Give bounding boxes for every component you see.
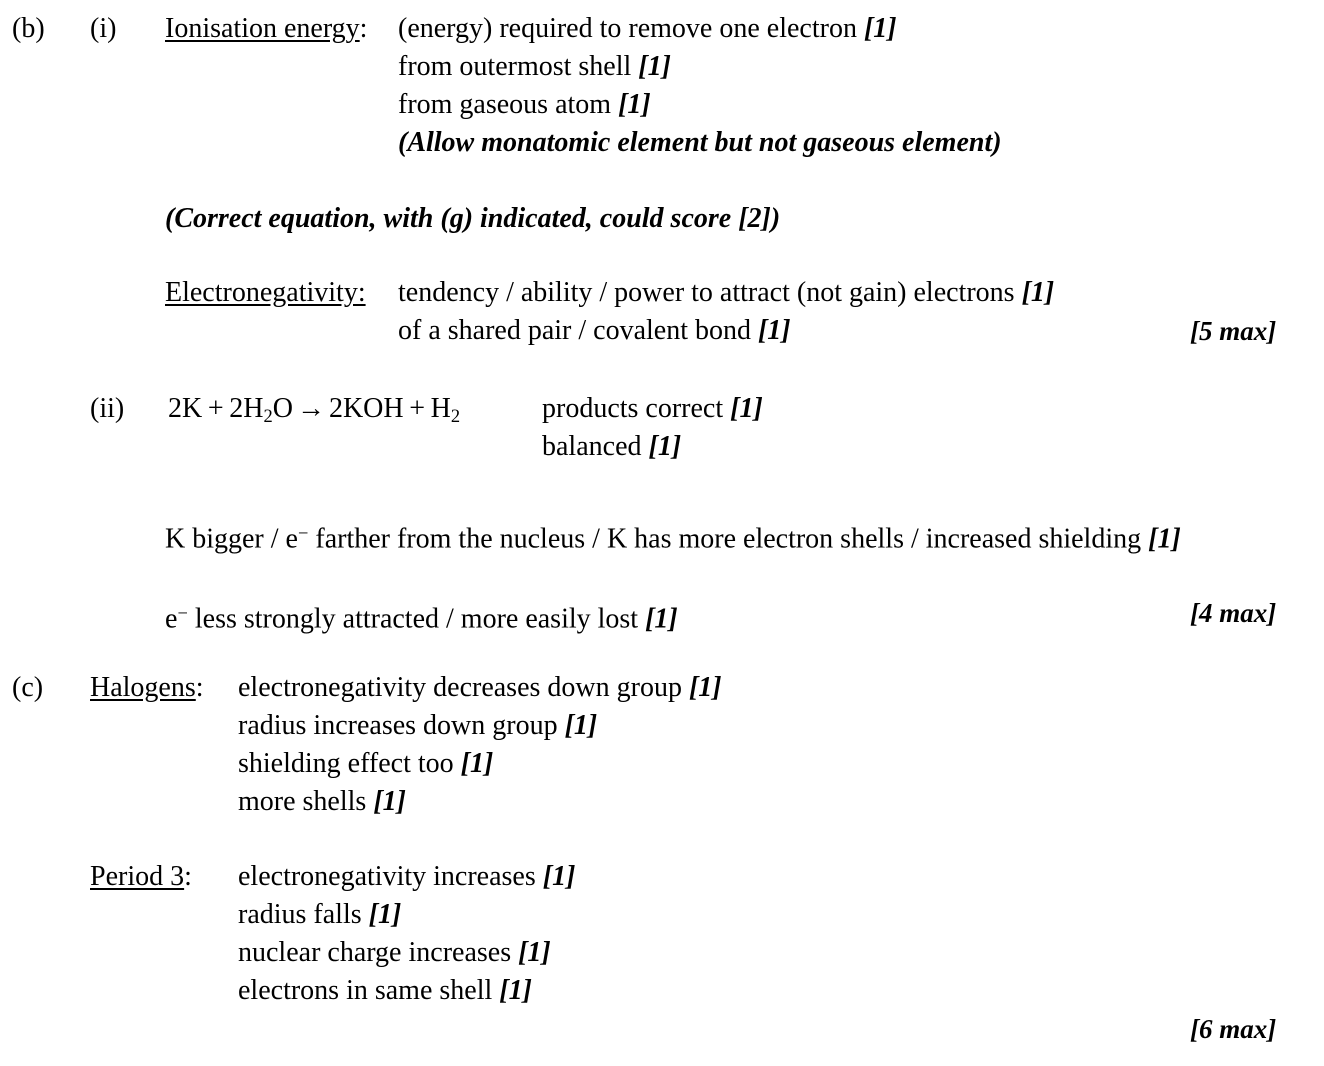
ionisation-energy-line-1 — [398, 10, 897, 48]
line-period-3-same-shell — [0, 972, 1324, 1010]
ionisation-energy-label — [165, 10, 367, 48]
ionisation-energy-term: Ionisation energy — [165, 13, 360, 44]
line-e-less-strongly-attracted — [0, 594, 1324, 635]
eq-product-h: H — [430, 393, 451, 424]
eq-plus-1: + — [202, 393, 230, 424]
hal-line-4-mark: [1] — [373, 786, 406, 817]
hal-line-3-mark: [1] — [460, 748, 494, 779]
hal-line-1-mark: [1] — [688, 672, 722, 703]
e-less-strongly-attracted — [165, 594, 678, 638]
correct-equation-note-text: (Correct equation, with (g) indicated, could score — [165, 203, 739, 234]
line-period-3-radius — [0, 896, 1324, 934]
ionisation-energy-line-3 — [398, 86, 651, 124]
line-c-halogens — [0, 669, 1324, 707]
per-line-2-text: radius falls — [238, 899, 369, 930]
eq-plus-2: + — [403, 393, 431, 424]
period-3-line-1 — [238, 858, 575, 896]
hal-line-4-text: more shells — [238, 786, 374, 817]
halogens-colon: : — [195, 672, 204, 703]
electron-minus-superscript-2: − — [177, 603, 188, 623]
eq-h2o-subscript: 2 — [263, 406, 273, 427]
line-ie-gaseous-atom — [0, 86, 1324, 124]
eq-reactant-o: O — [272, 393, 293, 424]
period-3-label — [90, 858, 192, 896]
ie-line-2-mark: [1] — [638, 51, 671, 82]
halogens-line-3 — [238, 745, 493, 783]
paragraph-k-bigger — [165, 513, 1195, 559]
line-b-i-ionisation-energy — [0, 10, 1324, 48]
period-3-line-3 — [238, 934, 551, 972]
correct-equation-note-tail: ) — [770, 203, 781, 234]
line-period-3 — [0, 858, 1324, 896]
ionisation-energy-line-2 — [398, 48, 671, 86]
ie-line-1-text: (energy) required to remove one electron — [398, 13, 864, 44]
correct-equation-note-mark: [2] — [738, 203, 771, 234]
en-line-1-mark: [1] — [1021, 277, 1055, 308]
per-line-4-text: electrons in same shell — [238, 975, 500, 1006]
halogens-line-1 — [238, 669, 722, 707]
e-line-post: less strongly attracted / more easily lost — [187, 603, 646, 635]
e-line-mark: [1] — [645, 603, 678, 635]
k-bigger-text-post: farther from the nucleus / K has more electron shells / increased shielding — [308, 523, 1149, 555]
marks-total-5-max: [5 max] — [1190, 316, 1277, 346]
electronegativity-line-2 — [398, 312, 791, 350]
eq-h2-subscript: 2 — [450, 406, 461, 427]
en-line-2-mark: [1] — [757, 315, 791, 346]
ie-line-2-text: from outermost shell — [398, 51, 639, 82]
part-label-c: (c) — [12, 672, 44, 703]
period-3-line-4 — [238, 972, 532, 1010]
electronegativity-label: Electronegativity: — [165, 277, 366, 308]
k-bigger-text-pre: K bigger / e — [165, 523, 298, 555]
reaction-arrow-icon: → — [296, 393, 325, 424]
line-halogens-shielding — [0, 745, 1324, 783]
ie-line-3-text: from gaseous atom — [398, 89, 619, 120]
line-final-marks — [0, 1010, 1324, 1048]
electronegativity-line-1 — [398, 274, 1054, 312]
line-ie-allow-monatomic — [0, 124, 1324, 162]
period-3-line-2 — [238, 896, 401, 934]
eq-note-2-mark: [1] — [648, 431, 682, 462]
line-b-ii-equation — [0, 390, 1324, 428]
eq-product-koh: 2KOH — [328, 393, 404, 424]
en-line-2-text: of a shared pair / covalent bond — [398, 315, 758, 346]
ie-line-3-mark: [1] — [618, 89, 651, 120]
subpart-label-i: (i) — [90, 13, 117, 44]
per-line-1-text: electronegativity increases — [238, 861, 543, 892]
hal-line-2-mark: [1] — [564, 710, 598, 741]
hal-line-1-text: electronegativity decreases down group — [238, 672, 689, 703]
correct-equation-note — [165, 200, 780, 238]
halogens-line-4 — [238, 783, 406, 821]
ionisation-energy-colon: : — [359, 13, 368, 44]
halogens-line-2 — [238, 707, 597, 745]
period-3-colon: : — [184, 861, 192, 892]
per-line-1-mark: [1] — [542, 861, 576, 892]
subpart-label-ii: (ii) — [90, 393, 125, 424]
eq-reactant-k: 2K — [168, 393, 203, 424]
per-line-2-mark: [1] — [368, 899, 402, 930]
line-period-3-nuclear-charge — [0, 934, 1324, 972]
k-bigger-mark: [1] — [1148, 523, 1181, 555]
marks-total-6-max: [6 max] — [1190, 1014, 1277, 1044]
per-line-3-mark: [1] — [518, 937, 551, 968]
e-line-pre: e — [165, 603, 178, 635]
per-line-3-text: nuclear charge increases — [238, 937, 519, 968]
period-3-term: Period 3 — [90, 861, 185, 892]
en-line-1-text: tendency / ability / power to attract (not gain) electrons — [398, 277, 1022, 308]
line-halogens-radius — [0, 707, 1324, 745]
eq-note-1-mark: [1] — [730, 393, 763, 424]
eq-note-2-text: balanced — [542, 431, 649, 462]
hal-line-2-text: radius increases down group — [238, 710, 565, 741]
line-electronegativity-shared-pair — [0, 312, 1324, 350]
equation-note-2 — [542, 428, 681, 466]
eq-reactant-h: 2H — [229, 393, 264, 424]
line-correct-equation-note — [0, 200, 1324, 238]
marks-total-4-max: [4 max] — [1190, 598, 1277, 628]
hal-line-3-text: shielding effect too — [238, 748, 461, 779]
part-label-b: (b) — [12, 13, 45, 44]
line-equation-balanced — [0, 428, 1324, 466]
halogens-label — [90, 669, 204, 707]
equation-note-1 — [542, 390, 763, 428]
ionisation-energy-allow-note: (Allow monatomic element but not gaseous element) — [398, 127, 1002, 158]
ie-line-1-mark: [1] — [863, 13, 897, 44]
eq-note-1-text: products correct — [542, 393, 731, 424]
line-electronegativity — [0, 274, 1324, 312]
line-ie-outermost-shell — [0, 48, 1324, 86]
line-halogens-more-shells — [0, 783, 1324, 821]
electron-minus-superscript: − — [297, 523, 309, 543]
per-line-4-mark: [1] — [499, 975, 532, 1006]
halogens-term: Halogens — [90, 672, 196, 703]
